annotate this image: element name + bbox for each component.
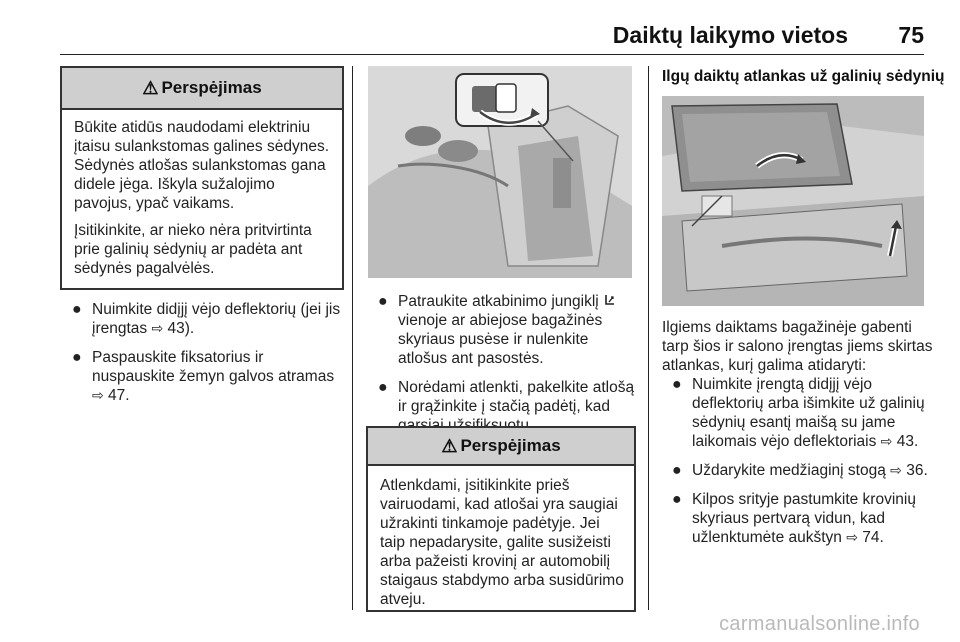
bullet-icon: ● [378, 379, 388, 396]
list-item-text: Nuimkite didįjį vėjo deflektorių (jei jis įrengtas [92, 301, 341, 337]
bullet-icon: ● [378, 293, 388, 310]
bullet-icon: ● [672, 491, 682, 508]
warning-heading [62, 68, 342, 110]
bullet-list-1 [62, 300, 344, 415]
section-title: Ilgų daiktų atlankas už galinių sėdynių [662, 68, 945, 85]
warning-triangle-icon: ⚠ [142, 77, 159, 98]
intro-paragraph: Ilgiems daiktams bagažinėje gabenti tarp šios ir salono įrengtas jiems skirtas atlankas, kurį galima atidaryti: [662, 319, 933, 374]
warning-box-2 [366, 426, 636, 612]
bullet-icon: ● [672, 462, 682, 479]
page-ref: 43). [167, 320, 195, 337]
warning-heading-text: Perspėjimas [460, 436, 561, 455]
list-item [62, 348, 344, 405]
list-item-text: Uždarykite medžiaginį stogą [692, 462, 891, 479]
watermark: carmanualsonline.info [719, 613, 920, 635]
page-ref: 74. [862, 529, 884, 546]
bullet-list-2 [368, 292, 640, 445]
page-ref-arrow-icon: ⇨ [92, 387, 104, 403]
bullet-icon: ● [72, 301, 82, 318]
bullet-icon: ● [72, 349, 82, 366]
bullet-list-3 [662, 375, 934, 557]
list-item [662, 490, 934, 547]
bullet-icon: ● [672, 376, 682, 393]
page-ref-arrow-icon: ⇨ [890, 462, 902, 478]
page-ref: 36. [906, 462, 928, 479]
list-item [368, 292, 640, 368]
page-ref-arrow-icon: ⇨ [880, 433, 893, 449]
warning-paragraph: Atlenkdami, įsitikinkite prieš vairuodami, kad atlošai yra saugiai užrakinti tinkamoje padėtyje. Jei taip nepadarysite, galite susižeisti arba pažeisti krovinį ar automobilį staigaus stabdymo arba susidūrimo atveju. [380, 477, 624, 608]
warning-paragraph: Įsitikinkite, ar nieko nėra pritvirtinta prie galinių sėdynių ar padėta ant sėdynės pagalvėlės. [74, 222, 312, 277]
header-rule [60, 54, 924, 55]
list-item-text: Norėdami atlenkti, pakelkite atlošą ir grąžinkite į stačią padėtį, kad [398, 379, 635, 415]
list-item-text: Kilpos srityje pastumkite krovinių skyriaus pertvarą vidun, kad užlenktumėte aukštyn [692, 491, 916, 546]
page-header-title: Daiktų laikymo vietos [612, 22, 848, 48]
warning-body [368, 466, 634, 609]
list-item-text: Nuimkite įrengtą didįjį vėjo deflektorių arba išimkite už galinių sėdynių esantį maišą su jame laikomais vėjo deflektoriais [692, 376, 925, 450]
page-number: 75 [898, 22, 924, 48]
seat-release-glyph [603, 294, 616, 308]
load-through-illustration [662, 96, 924, 306]
page-ref-arrow-icon: ⇨ [151, 320, 164, 336]
page-ref-arrow-icon: ⇨ [846, 529, 858, 545]
load-through-drawing [662, 96, 924, 306]
warning-box-1 [60, 66, 344, 290]
warning-heading-text: Perspėjimas [161, 78, 262, 97]
column-divider-1 [352, 66, 353, 610]
list-item-text: Patraukite atkabinimo jungiklį [398, 293, 604, 310]
trunk-release-drawing [368, 66, 632, 278]
list-item [62, 300, 344, 338]
warning-body [62, 110, 342, 278]
list-item [662, 461, 934, 480]
column-divider-2 [648, 66, 649, 610]
warning-triangle-icon: ⚠ [441, 435, 458, 456]
trunk-release-illustration [368, 66, 632, 278]
warning-paragraph: Būkite atidūs naudodami elektriniu įtaisu sulankstomas galines sėdynes. Sėdynės atlošas sulankstomas gana didele jėga. Iškyla sužalojimo pavojus, ypač vaikams. [74, 119, 330, 212]
seat-release-icon [603, 293, 616, 310]
list-item-text: Paspauskite fiksatorius ir nuspauskite žemyn galvos atramas [92, 349, 335, 385]
list-item [662, 375, 934, 451]
warning-heading [368, 428, 634, 466]
page-ref: 43. [896, 433, 919, 450]
page-ref: 47. [108, 387, 130, 404]
list-item-text-tail: vienoje ar abiejose bagažinės skyriaus pusėse ir nulenkite atlošus ant pasostės. [398, 312, 603, 367]
